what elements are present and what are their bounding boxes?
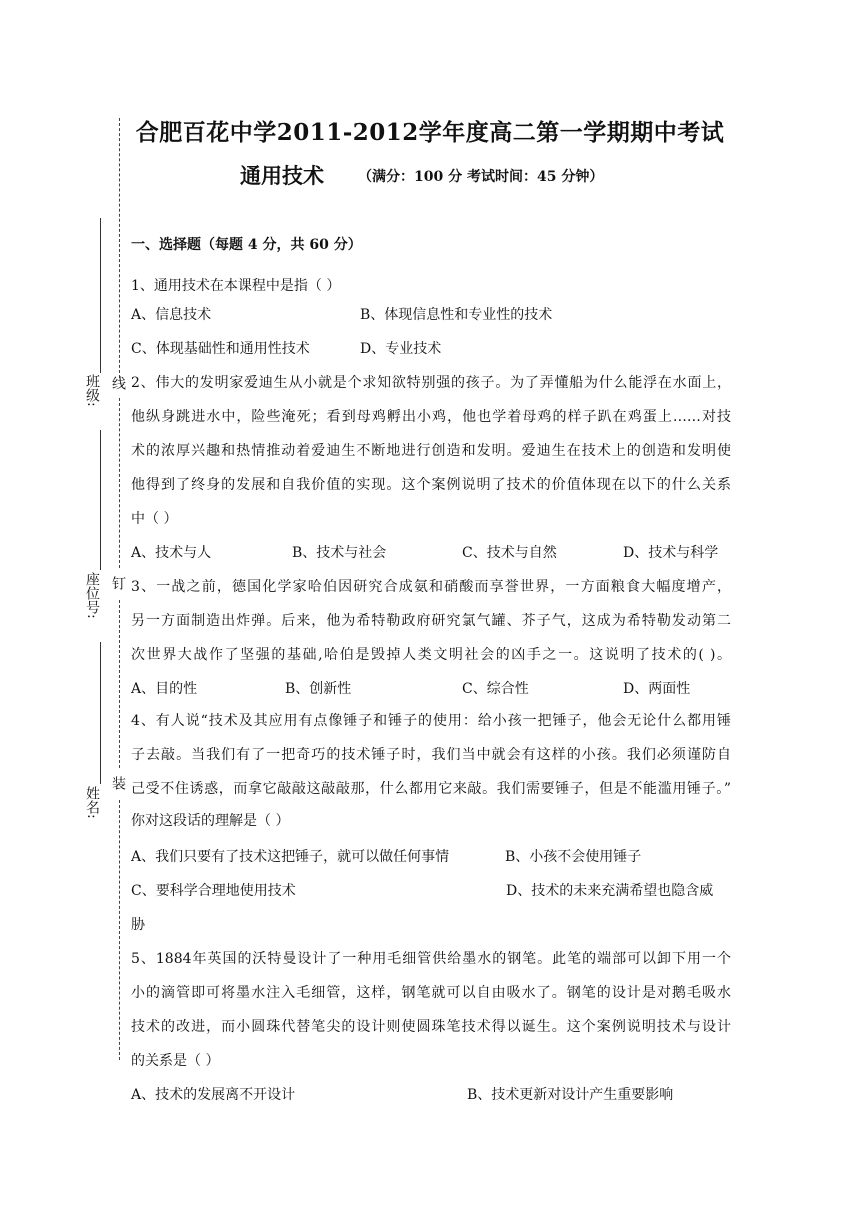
q4-option-d-continued: 胁 [131,917,145,933]
q4-option-d[interactable]: D、技术的未来充满希望也隐含威 [506,883,714,899]
question-2-line: 他得到了终身的发展和自我价值的实现。这个案例说明了技术的价值体现在以下的什么关系 [131,477,731,493]
question-4-line: 4、有人说“技术及其应用有点像锤子和锤子的使用：给小孩一把锤子，他会无论什么都用锤 [131,713,731,729]
question-3-line: 另一方面制造出炸弹。后来，他为希特勒政府研究氯气罐、芥子气，这成为希特勒发动第二 [131,613,731,629]
question-5-line: 的关系是（ ） [131,1053,220,1069]
q1-option-a[interactable]: A、信息技术 [131,307,212,323]
question-4-line: 你对这段话的理解是（ ） [131,813,290,829]
exam-title: 合肥百花中学2011-2012学年度高二第一学期期中考试 [135,119,725,146]
q2-option-c[interactable]: C、技术与自然 [462,545,557,561]
binding-dashed-line [119,800,120,1060]
margin-char-nail: 钉 [110,576,126,590]
q3-option-b[interactable]: B、创新性 [285,681,352,697]
q1-option-d[interactable]: D、专业技术 [360,341,442,357]
seat-field-line[interactable] [100,430,101,570]
q5-option-b[interactable]: B、技术更新对设计产生重要影响 [467,1087,674,1103]
section-title: 一、选择题（每题 4 分，共 60 分） [131,237,362,253]
class-field-line[interactable] [100,218,101,373]
q2-option-a[interactable]: A、技术与人 [131,545,212,561]
seat-label: 座位号: [84,572,100,619]
question-4-line: 己受不住诱惑，而拿它敲敲这敲敲那，什么都用它来敲。我们需要锤子，但是不能滥用锤子。” [131,781,731,797]
margin-char-line: 线 [110,376,126,390]
q1-option-c[interactable]: C、体现基础性和通用性技术 [131,341,310,357]
subject-title: 通用技术 [240,163,324,188]
q4-option-a[interactable]: A、我们只要有了技术这把锤子，就可以做任何事情 [131,849,450,865]
q1-option-b[interactable]: B、体现信息性和专业性的技术 [360,307,553,323]
q3-option-d[interactable]: D、两面性 [623,681,691,697]
q4-option-c[interactable]: C、要科学合理地使用技术 [131,883,296,899]
exam-info: （满分：100 分 考试时间：45 分钟） [358,169,604,185]
class-label: 班级: [84,374,100,407]
question-3-line: 次世界大战作了坚强的基础,哈伯是毁掉人类文明社会的凶手之一。这说明了技术的( )。 [131,647,731,663]
q2-option-b[interactable]: B、技术与社会 [292,545,387,561]
binding-dashed-line [119,118,120,378]
q5-option-a[interactable]: A、技术的发展离不开设计 [131,1087,296,1103]
question-2-line: 2、伟大的发明家爱迪生从小就是个求知欲特别强的孩子。为了弄懂船为什么能浮在水面上， [131,375,731,391]
question-5-line: 技术的改进，而小圆珠代替笔尖的设计则使圆珠笔技术得以诞生。这个案例说明技术与设计 [131,1019,731,1035]
question-5-line: 5、1884年英国的沃特曼设计了一种用毛细管供给墨水的钢笔。此笔的端部可以卸下用一个 [131,951,731,967]
question-3-line: 3、一战之前，德国化学家哈伯因研究合成氨和硝酸而享誉世界，一方面粮食大幅度增产， [131,579,731,595]
q2-option-d[interactable]: D、技术与科学 [623,545,719,561]
q3-option-a[interactable]: A、目的性 [131,681,198,697]
question-2-line: 他纵身跳进水中，险些淹死；看到母鸡孵出小鸡，他也学着母鸡的样子趴在鸡蛋上……对技 [131,409,731,425]
q4-option-b[interactable]: B、小孩不会使用锤子 [505,849,642,865]
q3-option-c[interactable]: C、综合性 [462,681,529,697]
question-2-line: 术的浓厚兴趣和热情推动着爱迪生不断地进行创造和发明。爱迪生在技术上的创造和发明使 [131,443,731,459]
question-4-line: 子去敲。当我们有了一把奇巧的技术锤子时，我们当中就会有这样的小孩。我们必须谨防自 [131,747,731,763]
question-2-line: 中（ ） [131,511,178,527]
margin-char-bind: 装 [110,776,126,790]
binding-dashed-line [119,398,120,568]
question-5-line: 小的滴管即可将墨水注入毛细管，这样，钢笔就可以自由吸水了。钢笔的设计是对鹅毛吸水 [131,985,731,1001]
binding-dashed-line [119,600,120,768]
name-label: 姓名: [84,786,100,819]
question-1-text: 1、通用技术在本课程中是指（ ） [131,278,341,294]
name-field-line[interactable] [100,642,101,784]
